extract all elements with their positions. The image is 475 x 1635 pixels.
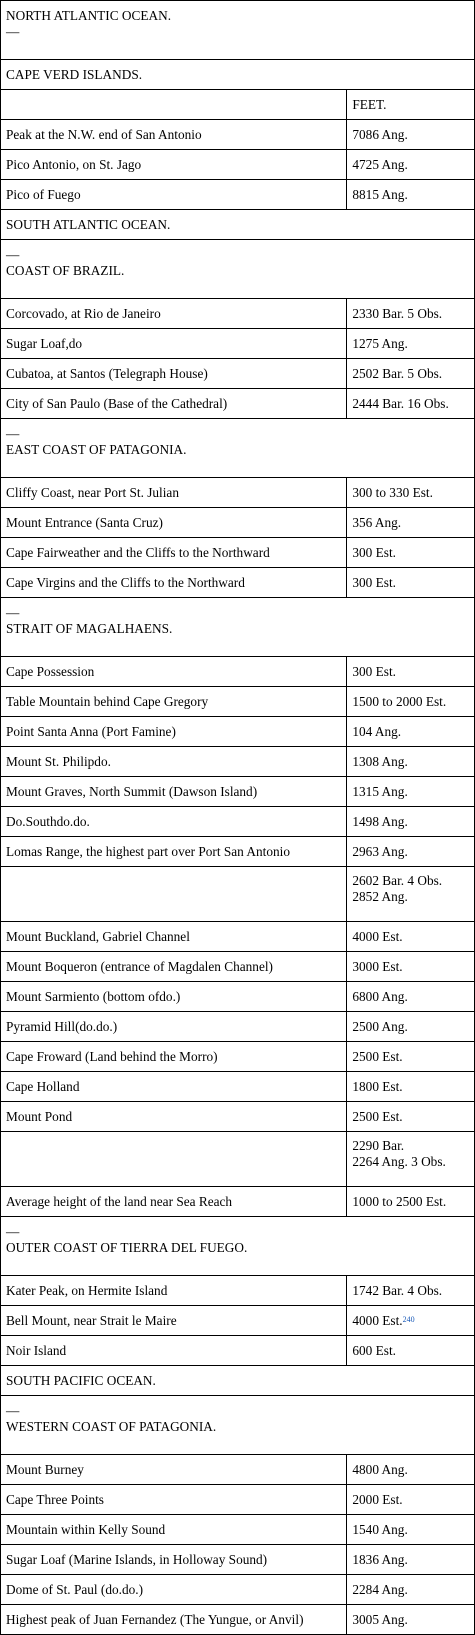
table-row xyxy=(1,1515,475,1545)
height-value-cell xyxy=(347,952,475,982)
height-value: 2444 Bar. 16 Obs. xyxy=(352,395,449,411)
height-value: 600 Est. xyxy=(352,1342,396,1358)
place-name-cell xyxy=(1,1455,347,1485)
place-name-cell xyxy=(1,687,347,717)
section-heading xyxy=(1,240,475,299)
place-name-cell xyxy=(1,568,347,598)
table-row xyxy=(1,1306,475,1336)
place-name-cell xyxy=(1,150,347,180)
height-value-cell xyxy=(347,389,475,419)
height-value-cell xyxy=(347,1012,475,1042)
height-value-cell xyxy=(347,837,475,867)
place-name: Point Santa Anna (Port Famine) xyxy=(6,723,176,739)
section-heading-line: COAST OF BRAZIL. xyxy=(6,263,125,278)
table-row xyxy=(1,150,475,180)
place-name: Mount Entrance (Santa Cruz) xyxy=(6,514,163,530)
section-heading-row xyxy=(1,240,475,299)
height-value: 2963 Ang. xyxy=(352,843,408,859)
height-value-cell xyxy=(347,1132,475,1187)
place-name: Cubatoa, at Santos (Telegraph House) xyxy=(6,365,208,381)
section-heading-row xyxy=(1,60,475,90)
height-value: 2500 Est. xyxy=(352,1108,403,1124)
place-name-cell xyxy=(1,922,347,952)
place-name: Peak at the N.W. end of San Antonio xyxy=(6,126,202,142)
table-row xyxy=(1,922,475,952)
place-name: Do.Southdo.do. xyxy=(6,813,90,829)
place-name-cell xyxy=(1,538,347,568)
place-name-cell xyxy=(1,807,347,837)
place-name: Mount Pond xyxy=(6,1108,73,1124)
height-value: 7086 Ang. xyxy=(352,126,408,142)
place-name-cell xyxy=(1,90,347,120)
height-value-cell xyxy=(347,922,475,952)
height-value-cell xyxy=(347,1072,475,1102)
place-name-cell xyxy=(1,359,347,389)
section-heading xyxy=(1,1,475,60)
height-value: 1836 Ang. xyxy=(352,1551,408,1567)
table-row xyxy=(1,359,475,389)
height-value: 2500 Est. xyxy=(352,1048,403,1064)
table-row xyxy=(1,329,475,359)
height-value-cell xyxy=(347,1545,475,1575)
section-heading-line: SOUTH ATLANTIC OCEAN. xyxy=(6,216,171,232)
height-value-cell xyxy=(347,329,475,359)
place-name: Cape Froward (Land behind the Morro) xyxy=(6,1048,218,1064)
place-name-cell xyxy=(1,777,347,807)
height-value-cell xyxy=(347,982,475,1012)
place-name: Mount Boqueron (entrance of Magdalen Channel) xyxy=(6,958,273,974)
height-value: 2290 Bar. xyxy=(352,1138,405,1153)
table-row xyxy=(1,867,475,922)
height-value-cell xyxy=(347,747,475,777)
section-heading-line: — xyxy=(6,426,20,441)
place-name-cell xyxy=(1,1306,347,1336)
section-heading xyxy=(1,598,475,657)
table-row xyxy=(1,1012,475,1042)
height-value: FEET. xyxy=(352,96,387,112)
section-heading-line: OUTER COAST OF TIERRA DEL FUEGO. xyxy=(6,1240,248,1255)
place-name: Sugar Loaf,do xyxy=(6,335,83,351)
height-value: 1275 Ang. xyxy=(352,335,408,351)
section-heading xyxy=(1,1217,475,1276)
height-value: 2602 Bar. 4 Obs. xyxy=(352,873,443,888)
place-name: Cape Virgins and the Cliffs to the Northward xyxy=(6,574,245,590)
height-value-cell xyxy=(347,478,475,508)
height-value-cell xyxy=(347,90,475,120)
height-value-cell xyxy=(347,1455,475,1485)
place-name: Mount Burney xyxy=(6,1461,84,1477)
section-heading-line: — xyxy=(6,247,20,262)
table-row xyxy=(1,1187,475,1217)
table-row xyxy=(1,1605,475,1635)
section-heading xyxy=(1,1366,475,1396)
height-value: 6800 Ang. xyxy=(352,988,408,1004)
height-value-cell xyxy=(347,1575,475,1605)
place-name: Kater Peak, on Hermite Island xyxy=(6,1282,168,1298)
place-name-cell xyxy=(1,1042,347,1072)
height-value: 4800 Ang. xyxy=(352,1461,408,1477)
height-value: 1742 Bar. 4 Obs. xyxy=(352,1282,443,1298)
place-name-cell xyxy=(1,329,347,359)
section-heading-line: — xyxy=(6,1224,20,1239)
height-value-cell xyxy=(347,538,475,568)
section-heading-row xyxy=(1,1396,475,1455)
place-name: Cape Three Points xyxy=(6,1491,104,1507)
height-value-cell xyxy=(347,568,475,598)
table-row xyxy=(1,389,475,419)
section-heading-line: WESTERN COAST OF PATAGONIA. xyxy=(6,1419,217,1434)
height-value-cell xyxy=(347,657,475,687)
section-heading-line: SOUTH PACIFIC OCEAN. xyxy=(6,1372,156,1388)
place-name-cell xyxy=(1,717,347,747)
table-row xyxy=(1,952,475,982)
height-value-cell xyxy=(347,717,475,747)
height-value: 4000 Est. xyxy=(352,1312,403,1328)
height-value: 1500 to 2000 Est. xyxy=(352,693,447,709)
place-name-cell xyxy=(1,952,347,982)
height-value-cell xyxy=(347,1102,475,1132)
height-value: 356 Ang. xyxy=(352,514,402,530)
section-heading-line: EAST COAST OF PATAGONIA. xyxy=(6,442,187,457)
place-name-cell xyxy=(1,1545,347,1575)
table-row xyxy=(1,180,475,210)
place-name: Mountain within Kelly Sound xyxy=(6,1521,166,1537)
height-value-cell xyxy=(347,180,475,210)
table-row xyxy=(1,538,475,568)
place-name: Table Mountain behind Cape Gregory xyxy=(6,693,209,709)
height-value: 2284 Ang. xyxy=(352,1581,408,1597)
table-row xyxy=(1,807,475,837)
place-name: Mount Graves, North Summit (Dawson Island) xyxy=(6,783,258,799)
place-name-cell xyxy=(1,1336,347,1366)
place-name: Lomas Range, the highest part over Port San Antonio xyxy=(6,843,290,859)
height-value-cell xyxy=(347,867,475,922)
section-heading xyxy=(1,60,475,90)
place-name: Noir Island xyxy=(6,1342,67,1358)
section-heading-line: — xyxy=(6,605,20,620)
section-heading-line: CAPE VERD ISLANDS. xyxy=(6,66,143,82)
place-name: Cliffy Coast, near Port St. Julian xyxy=(6,484,179,500)
table-row xyxy=(1,1575,475,1605)
section-heading-row xyxy=(1,1,475,60)
height-value-cell xyxy=(347,1605,475,1635)
section-heading xyxy=(1,419,475,478)
height-value: 4000 Est. xyxy=(352,928,403,944)
height-value-cell xyxy=(347,1515,475,1545)
section-heading-row xyxy=(1,598,475,657)
height-value-cell xyxy=(347,1276,475,1306)
height-value: 1540 Ang. xyxy=(352,1521,408,1537)
place-name-cell xyxy=(1,120,347,150)
table-row xyxy=(1,1336,475,1366)
place-name-cell xyxy=(1,1605,347,1635)
place-name-cell xyxy=(1,389,347,419)
height-value: 1498 Ang. xyxy=(352,813,408,829)
table-row xyxy=(1,687,475,717)
place-name-cell xyxy=(1,837,347,867)
section-heading-row xyxy=(1,419,475,478)
height-value: 2500 Ang. xyxy=(352,1018,408,1034)
place-name: Pico Antonio, on St. Jago xyxy=(6,156,142,172)
section-heading-line: STRAIT OF MAGALHAENS. xyxy=(6,621,173,636)
height-value-cell xyxy=(347,1042,475,1072)
height-value-with-note xyxy=(352,1313,469,1329)
place-name: Mount St. Philipdo. xyxy=(6,753,111,769)
table-row xyxy=(1,1072,475,1102)
table-row xyxy=(1,747,475,777)
table-row xyxy=(1,657,475,687)
height-value: 300 Est. xyxy=(352,663,396,679)
place-name-cell xyxy=(1,1276,347,1306)
place-name: Average height of the land near Sea Reach xyxy=(6,1193,233,1209)
height-value-cell xyxy=(347,807,475,837)
height-value: 4725 Ang. xyxy=(352,156,408,172)
place-name: Mount Buckland, Gabriel Channel xyxy=(6,928,190,944)
place-name: Pico of Fuego xyxy=(6,186,81,202)
height-value-cell xyxy=(347,299,475,329)
place-name: Sugar Loaf (Marine Islands, in Holloway Sound) xyxy=(6,1551,268,1567)
height-value: 300 Est. xyxy=(352,574,396,590)
section-heading-line: — xyxy=(6,24,20,39)
table-row xyxy=(1,837,475,867)
height-value-cell xyxy=(347,150,475,180)
table-row xyxy=(1,777,475,807)
height-value-cell xyxy=(347,1336,475,1366)
place-name-cell xyxy=(1,1515,347,1545)
section-heading-row xyxy=(1,210,475,240)
section-heading xyxy=(1,1396,475,1455)
place-name: City of San Paulo (Base of the Cathedral) xyxy=(6,395,228,411)
section-heading-line: — xyxy=(6,1403,20,1418)
height-value: 1800 Est. xyxy=(352,1078,403,1094)
place-name-cell xyxy=(1,1072,347,1102)
table-row xyxy=(1,299,475,329)
place-name-cell xyxy=(1,1012,347,1042)
height-value-cell xyxy=(347,1485,475,1515)
height-value: 300 Est. xyxy=(352,544,396,560)
height-value: 1000 to 2500 Est. xyxy=(352,1193,447,1209)
table-row xyxy=(1,1132,475,1187)
table-row xyxy=(1,1042,475,1072)
table-row xyxy=(1,1545,475,1575)
height-value-cell xyxy=(347,120,475,150)
place-name-cell xyxy=(1,867,347,922)
height-value: 1315 Ang. xyxy=(352,783,408,799)
height-value-cell xyxy=(347,687,475,717)
table-row xyxy=(1,508,475,538)
place-name-cell xyxy=(1,299,347,329)
height-value: 2330 Bar. 5 Obs. xyxy=(352,305,443,321)
place-name: Cape Fairweather and the Cliffs to the Northward xyxy=(6,544,270,560)
place-name-cell xyxy=(1,180,347,210)
height-value-cell xyxy=(347,1187,475,1217)
table-row xyxy=(1,1276,475,1306)
height-value: 2000 Est. xyxy=(352,1491,403,1507)
height-value: 8815 Ang. xyxy=(352,186,408,202)
place-name-cell xyxy=(1,1187,347,1217)
height-value: 2264 Ang. 3 Obs. xyxy=(352,1154,446,1169)
height-value: 3000 Est. xyxy=(352,958,403,974)
place-name: Cape Holland xyxy=(6,1078,80,1094)
height-value: 2502 Bar. 5 Obs. xyxy=(352,365,443,381)
height-value-cell xyxy=(347,1306,475,1336)
place-name: Highest peak of Juan Fernandez (The Yungue, or Anvil) xyxy=(6,1611,304,1627)
place-name-cell xyxy=(1,1102,347,1132)
table-row xyxy=(1,120,475,150)
section-heading xyxy=(1,210,475,240)
height-value: 1308 Ang. xyxy=(352,753,408,769)
table-row xyxy=(1,717,475,747)
table-row xyxy=(1,1455,475,1485)
table-row xyxy=(1,982,475,1012)
place-name-cell xyxy=(1,1485,347,1515)
place-name-cell xyxy=(1,1132,347,1187)
place-name-cell xyxy=(1,982,347,1012)
place-name-cell xyxy=(1,478,347,508)
height-value: 104 Ang. xyxy=(352,723,402,739)
section-heading-row xyxy=(1,1366,475,1396)
heights-table-body xyxy=(1,1,475,1635)
place-name: Bell Mount, near Strait le Maire xyxy=(6,1312,177,1328)
place-name: Dome of St. Paul (do.do.) xyxy=(6,1581,144,1597)
height-value: 3005 Ang. xyxy=(352,1611,408,1627)
place-name-cell xyxy=(1,508,347,538)
height-value-cell xyxy=(347,359,475,389)
table-row xyxy=(1,478,475,508)
place-name-cell xyxy=(1,657,347,687)
section-heading-row xyxy=(1,1217,475,1276)
height-value-cell xyxy=(347,508,475,538)
height-value: 2852 Ang. xyxy=(352,889,408,904)
footnote-marker[interactable]: 240 xyxy=(402,1314,415,1324)
table-row xyxy=(1,90,475,120)
place-name: Corcovado, at Rio de Janeiro xyxy=(6,305,161,321)
table-row xyxy=(1,1102,475,1132)
height-value-cell xyxy=(347,777,475,807)
section-heading-line: NORTH ATLANTIC OCEAN. xyxy=(6,8,172,23)
table-row xyxy=(1,568,475,598)
place-name: Cape Possession xyxy=(6,663,95,679)
table-row xyxy=(1,1485,475,1515)
place-name-cell xyxy=(1,747,347,777)
place-name: Pyramid Hill(do.do.) xyxy=(6,1018,118,1034)
height-value: 300 to 330 Est. xyxy=(352,484,433,500)
place-name-cell xyxy=(1,1575,347,1605)
place-name: Mount Sarmiento (bottom ofdo.) xyxy=(6,988,181,1004)
